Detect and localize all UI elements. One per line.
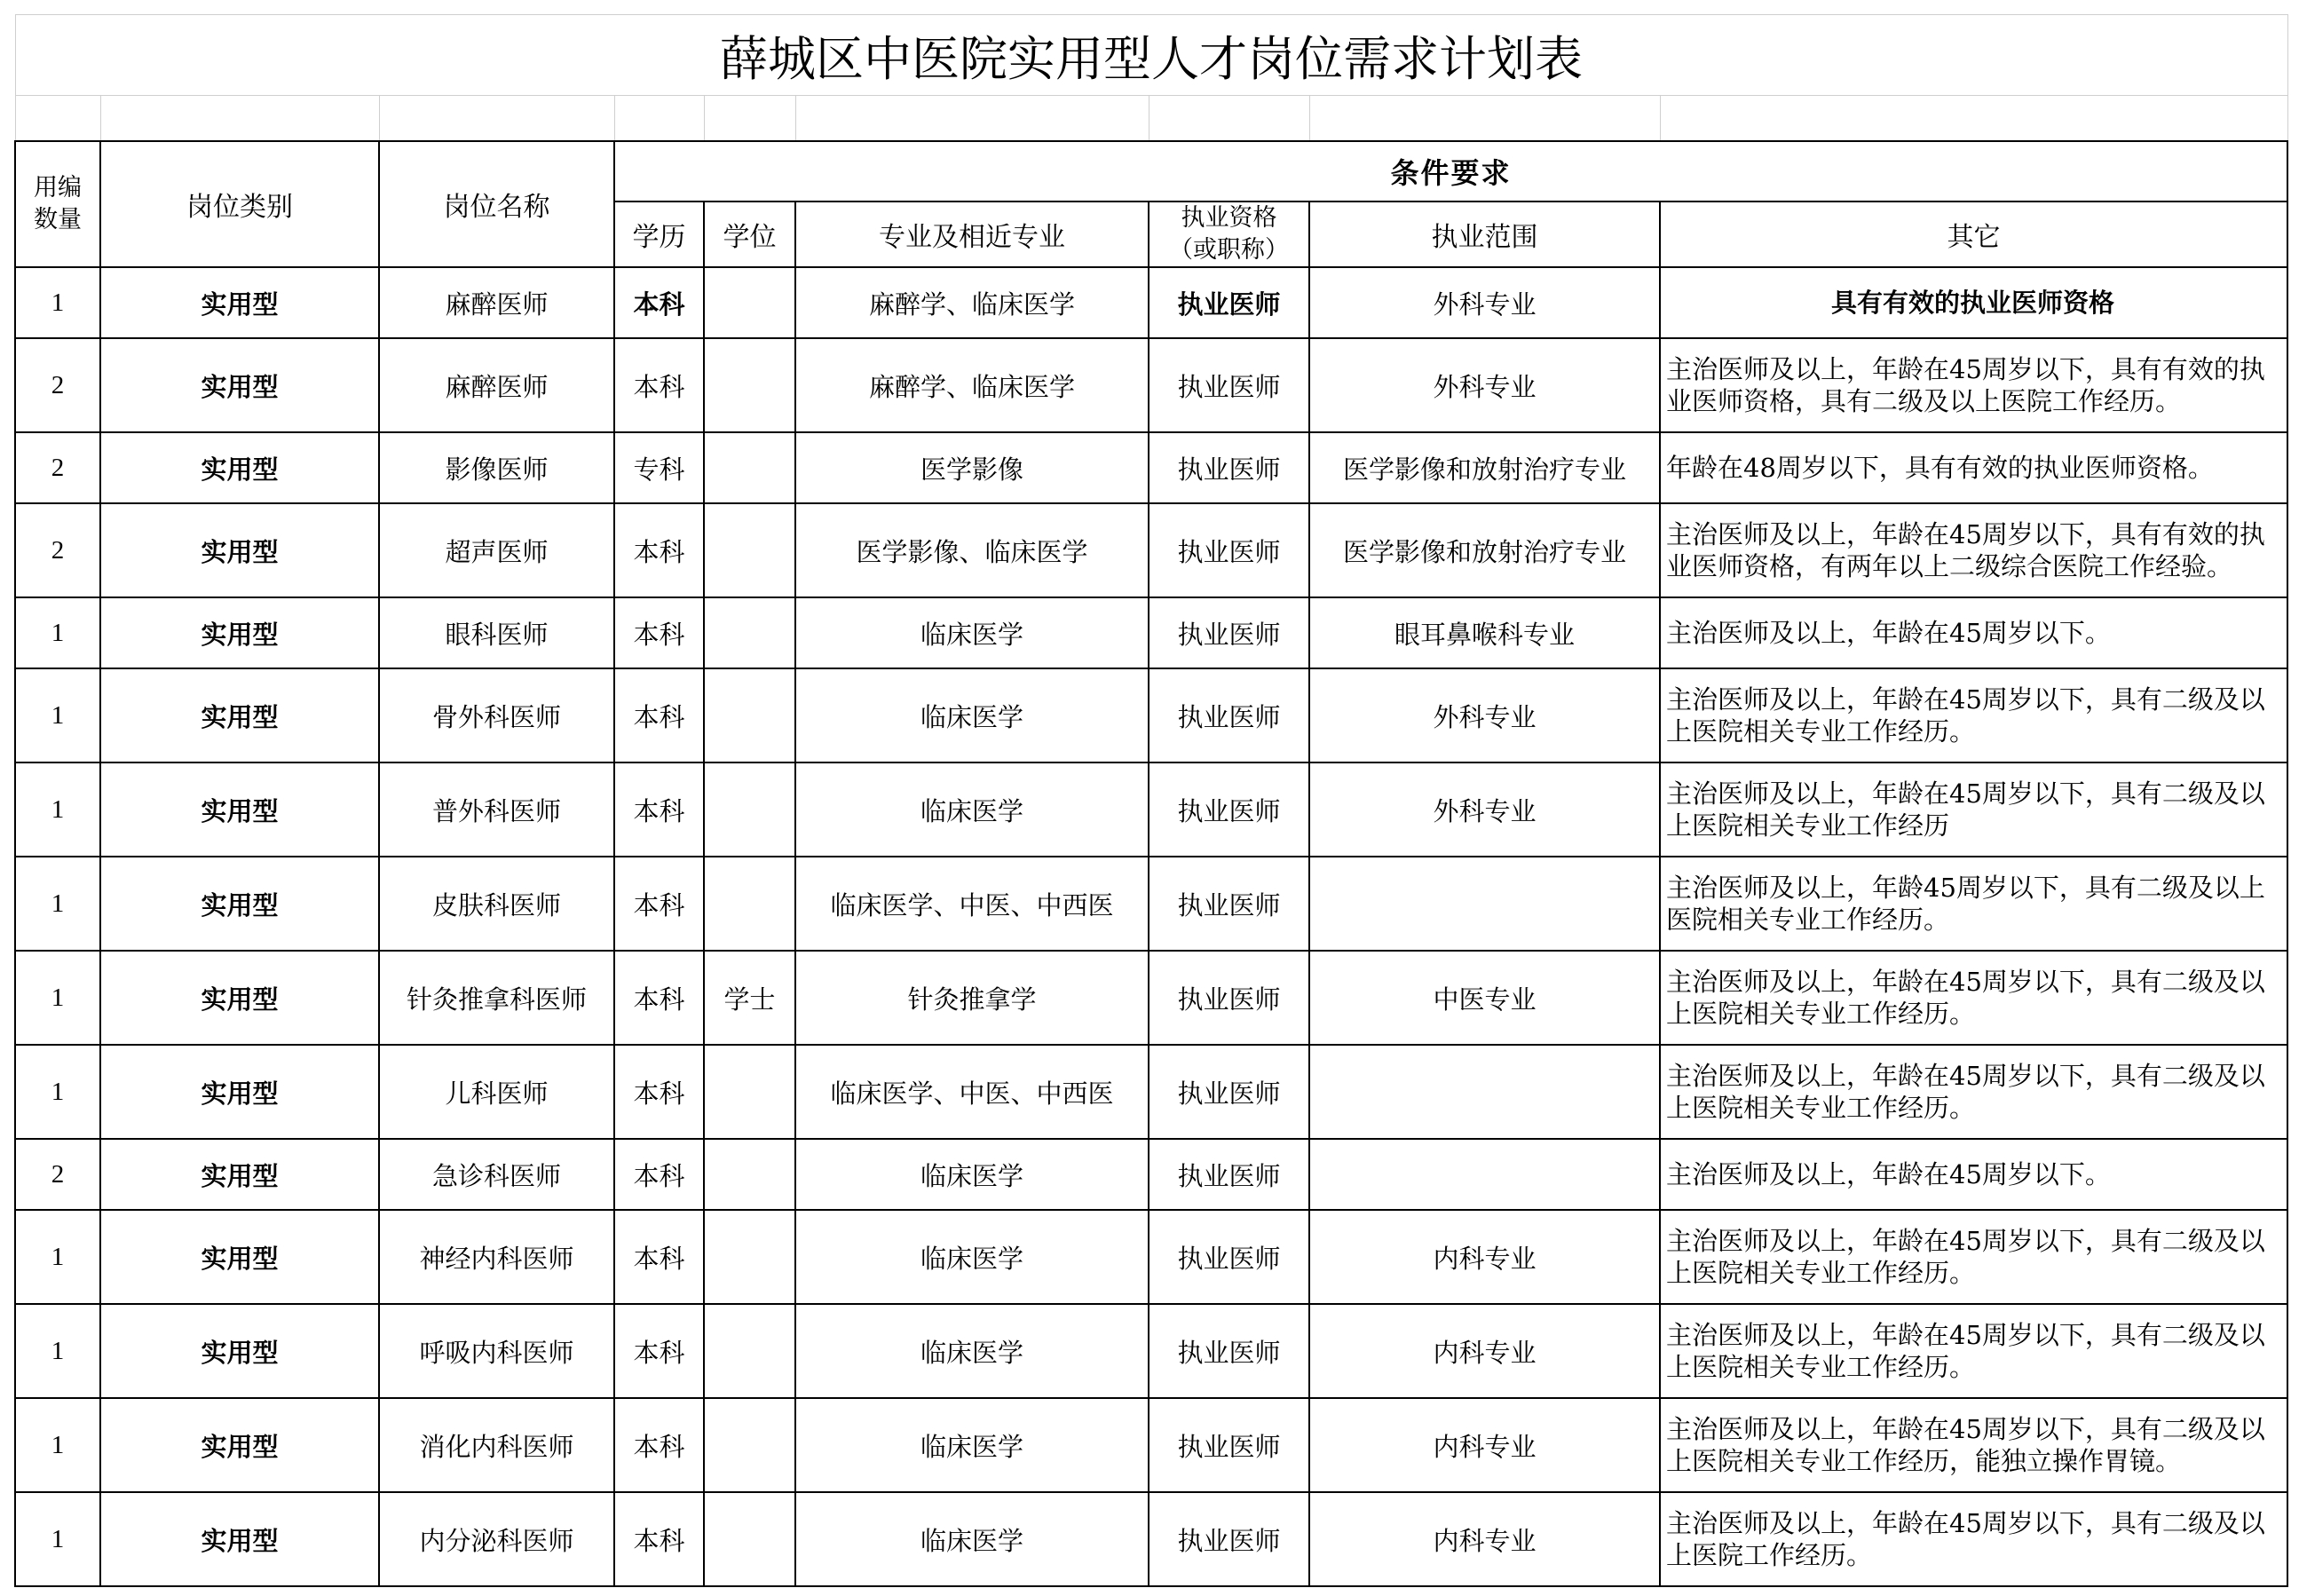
major-cell[interactable]: 临床医学 — [795, 1139, 1149, 1210]
qualification-cell[interactable]: 执业医师 — [1149, 857, 1309, 951]
scope-cell[interactable]: 眼耳鼻喉科专业 — [1309, 597, 1660, 668]
empty-cell[interactable] — [704, 96, 795, 142]
other-requirements-cell[interactable]: 主治医师及以上，年龄在45周岁以下，具有有效的执业医师资格，有两年以上二级综合医院工作经验。 — [1660, 503, 2287, 597]
qualification-cell[interactable]: 执业医师 — [1149, 1139, 1309, 1210]
category-cell[interactable]: 实用型 — [100, 1210, 379, 1304]
qualification-cell[interactable]: 执业医师 — [1149, 1492, 1309, 1586]
degree-cell[interactable] — [704, 1045, 795, 1139]
header-scope: 执业范围 — [1309, 201, 1660, 267]
education-cell[interactable]: 本科 — [614, 267, 704, 338]
count-cell[interactable]: 1 — [15, 1045, 100, 1139]
count-cell[interactable]: 1 — [15, 1398, 100, 1492]
qualification-cell[interactable]: 执业医师 — [1149, 338, 1309, 432]
table-row — [15, 432, 2287, 503]
header-count: 用编 数量 — [15, 141, 100, 267]
count-cell[interactable]: 1 — [15, 668, 100, 762]
qualification-cell[interactable]: 执业医师 — [1149, 951, 1309, 1045]
category-cell[interactable]: 实用型 — [100, 951, 379, 1045]
degree-cell[interactable] — [704, 1210, 795, 1304]
scope-cell[interactable]: 内科专业 — [1309, 1304, 1660, 1398]
degree-cell[interactable]: 学士 — [704, 951, 795, 1045]
position-cell[interactable]: 超声医师 — [379, 503, 614, 597]
scope-cell[interactable]: 医学影像和放射治疗专业 — [1309, 503, 1660, 597]
table-row — [15, 1210, 2287, 1304]
major-cell[interactable]: 麻醉学、临床医学 — [795, 267, 1149, 338]
other-requirements-cell[interactable]: 主治医师及以上，年龄在45周岁以下，具有二级及以上医院相关专业工作经历。 — [1660, 1210, 2287, 1304]
other-requirements-cell[interactable]: 主治医师及以上，年龄在45周岁以下，具有二级及以上医院相关专业工作经历。 — [1660, 668, 2287, 762]
category-cell[interactable]: 实用型 — [100, 1492, 379, 1586]
scope-cell[interactable]: 外科专业 — [1309, 267, 1660, 338]
degree-cell[interactable] — [704, 1492, 795, 1586]
qualification-cell[interactable]: 执业医师 — [1149, 503, 1309, 597]
qualification-cell[interactable]: 执业医师 — [1149, 432, 1309, 503]
other-requirements-cell[interactable]: 具有有效的执业医师资格 — [1660, 267, 2287, 338]
category-cell[interactable]: 实用型 — [100, 1045, 379, 1139]
education-cell[interactable]: 本科 — [614, 1492, 704, 1586]
other-requirements-cell[interactable]: 主治医师及以上，年龄45周岁以下，具有二级及以上医院相关专业工作经历。 — [1660, 857, 2287, 951]
empty-cell[interactable] — [100, 96, 379, 142]
page-title: 薛城区中医院实用型人才岗位需求计划表 — [15, 15, 2287, 96]
degree-cell[interactable] — [704, 597, 795, 668]
category-cell[interactable]: 实用型 — [100, 338, 379, 432]
scope-cell[interactable]: 外科专业 — [1309, 338, 1660, 432]
count-cell[interactable]: 1 — [15, 951, 100, 1045]
qualification-cell[interactable]: 执业医师 — [1149, 1398, 1309, 1492]
position-cell[interactable]: 麻醉医师 — [379, 267, 614, 338]
position-cell[interactable]: 呼吸内科医师 — [379, 1304, 614, 1398]
count-cell[interactable]: 1 — [15, 762, 100, 857]
major-cell[interactable]: 针灸推拿学 — [795, 951, 1149, 1045]
position-cell[interactable]: 影像医师 — [379, 432, 614, 503]
count-cell[interactable]: 1 — [15, 857, 100, 951]
header-other: 其它 — [1660, 201, 2287, 267]
header-qualification: 执业资格 （或职称） — [1149, 201, 1309, 267]
major-cell[interactable]: 临床医学、中医、中西医 — [795, 1045, 1149, 1139]
table-row — [15, 857, 2287, 951]
category-cell[interactable]: 实用型 — [100, 503, 379, 597]
table-row — [15, 951, 2287, 1045]
count-cell[interactable]: 1 — [15, 1492, 100, 1586]
table-row — [15, 597, 2287, 668]
header-position: 岗位名称 — [379, 141, 614, 267]
major-cell[interactable]: 临床医学 — [795, 668, 1149, 762]
major-cell[interactable]: 临床医学 — [795, 1398, 1149, 1492]
qualification-cell[interactable]: 执业医师 — [1149, 267, 1309, 338]
spreadsheet — [14, 14, 2287, 1587]
other-requirements-cell[interactable]: 年龄在48周岁以下，具有有效的执业医师资格。 — [1660, 432, 2287, 503]
degree-cell[interactable] — [704, 1304, 795, 1398]
other-requirements-cell[interactable]: 主治医师及以上，年龄在45周岁以下，具有二级及以上医院工作经历。 — [1660, 1492, 2287, 1586]
degree-cell[interactable] — [704, 338, 795, 432]
degree-cell[interactable] — [704, 1139, 795, 1210]
count-cell[interactable]: 1 — [15, 1304, 100, 1398]
education-cell[interactable]: 本科 — [614, 1139, 704, 1210]
education-cell[interactable]: 本科 — [614, 762, 704, 857]
education-cell[interactable]: 本科 — [614, 338, 704, 432]
count-cell[interactable]: 2 — [15, 503, 100, 597]
education-cell[interactable]: 本科 — [614, 857, 704, 951]
recruitment-table — [14, 14, 2288, 1587]
scope-cell[interactable]: 内科专业 — [1309, 1210, 1660, 1304]
scope-cell[interactable] — [1309, 1045, 1660, 1139]
table-row — [15, 1398, 2287, 1492]
category-cell[interactable]: 实用型 — [100, 1139, 379, 1210]
degree-cell[interactable] — [704, 432, 795, 503]
other-requirements-cell[interactable]: 主治医师及以上，年龄在45周岁以下，具有二级及以上医院相关专业工作经历。 — [1660, 951, 2287, 1045]
other-requirements-cell[interactable]: 主治医师及以上，年龄在45周岁以下，具有二级及以上医院相关专业工作经历。 — [1660, 1045, 2287, 1139]
position-cell[interactable]: 急诊科医师 — [379, 1139, 614, 1210]
major-cell[interactable]: 临床医学 — [795, 1304, 1149, 1398]
degree-cell[interactable] — [704, 503, 795, 597]
other-requirements-cell[interactable]: 主治医师及以上，年龄在45周岁以下，具有二级及以上医院相关专业工作经历。 — [1660, 1304, 2287, 1398]
major-cell[interactable]: 临床医学 — [795, 762, 1149, 857]
major-cell[interactable]: 医学影像 — [795, 432, 1149, 503]
education-cell[interactable]: 本科 — [614, 1304, 704, 1398]
education-cell[interactable]: 本科 — [614, 503, 704, 597]
education-cell[interactable]: 本科 — [614, 597, 704, 668]
other-requirements-cell[interactable]: 主治医师及以上，年龄在45周岁以下，具有二级及以上医院相关专业工作经历，能独立操作胃镜。 — [1660, 1398, 2287, 1492]
empty-cell[interactable] — [1309, 96, 1660, 142]
table-row — [15, 1304, 2287, 1398]
header-category: 岗位类别 — [100, 141, 379, 267]
position-cell[interactable]: 儿科医师 — [379, 1045, 614, 1139]
education-cell[interactable]: 本科 — [614, 1398, 704, 1492]
major-cell[interactable]: 麻醉学、临床医学 — [795, 338, 1149, 432]
position-cell[interactable]: 普外科医师 — [379, 762, 614, 857]
scope-cell[interactable]: 外科专业 — [1309, 668, 1660, 762]
other-requirements-cell[interactable]: 主治医师及以上，年龄在45周岁以下，具有二级及以上医院相关专业工作经历 — [1660, 762, 2287, 857]
position-cell[interactable]: 骨外科医师 — [379, 668, 614, 762]
major-cell[interactable]: 临床医学 — [795, 1210, 1149, 1304]
education-cell[interactable]: 本科 — [614, 1045, 704, 1139]
header-major: 专业及相近专业 — [795, 201, 1149, 267]
table-row — [15, 338, 2287, 432]
count-cell[interactable]: 2 — [15, 1139, 100, 1210]
category-cell[interactable]: 实用型 — [100, 762, 379, 857]
header-education: 学历 — [614, 201, 704, 267]
scope-cell[interactable] — [1309, 857, 1660, 951]
education-cell[interactable]: 本科 — [614, 1210, 704, 1304]
position-cell[interactable]: 消化内科医师 — [379, 1398, 614, 1492]
count-cell[interactable]: 1 — [15, 1210, 100, 1304]
empty-row — [15, 96, 2287, 142]
scope-cell[interactable]: 外科专业 — [1309, 762, 1660, 857]
count-cell[interactable]: 2 — [15, 432, 100, 503]
qualification-cell[interactable]: 执业医师 — [1149, 762, 1309, 857]
category-cell[interactable]: 实用型 — [100, 1304, 379, 1398]
empty-cell[interactable] — [614, 96, 704, 142]
degree-cell[interactable] — [704, 267, 795, 338]
qualification-cell[interactable]: 执业医师 — [1149, 597, 1309, 668]
category-cell[interactable]: 实用型 — [100, 432, 379, 503]
major-cell[interactable]: 临床医学 — [795, 597, 1149, 668]
degree-cell[interactable] — [704, 857, 795, 951]
position-cell[interactable]: 神经内科医师 — [379, 1210, 614, 1304]
header-conditions: 条件要求 — [614, 141, 2287, 201]
degree-cell[interactable] — [704, 668, 795, 762]
table-row — [15, 267, 2287, 338]
table-row — [15, 503, 2287, 597]
category-cell[interactable]: 实用型 — [100, 1398, 379, 1492]
category-cell[interactable]: 实用型 — [100, 267, 379, 338]
table-row — [15, 1492, 2287, 1586]
major-cell[interactable]: 临床医学、中医、中西医 — [795, 857, 1149, 951]
degree-cell[interactable] — [704, 762, 795, 857]
table-row — [15, 1139, 2287, 1210]
scope-cell[interactable]: 内科专业 — [1309, 1398, 1660, 1492]
position-cell[interactable]: 内分泌科医师 — [379, 1492, 614, 1586]
education-cell[interactable]: 专科 — [614, 432, 704, 503]
position-cell[interactable]: 皮肤科医师 — [379, 857, 614, 951]
qualification-cell[interactable]: 执业医师 — [1149, 668, 1309, 762]
position-cell[interactable]: 眼科医师 — [379, 597, 614, 668]
education-cell[interactable]: 本科 — [614, 668, 704, 762]
position-cell[interactable]: 麻醉医师 — [379, 338, 614, 432]
category-cell[interactable]: 实用型 — [100, 668, 379, 762]
table-row — [15, 762, 2287, 857]
category-cell[interactable]: 实用型 — [100, 597, 379, 668]
empty-cell[interactable] — [15, 96, 100, 142]
header-degree: 学位 — [704, 201, 795, 267]
qualification-cell[interactable]: 执业医师 — [1149, 1304, 1309, 1398]
empty-cell[interactable] — [795, 96, 1149, 142]
other-requirements-cell[interactable]: 主治医师及以上，年龄在45周岁以下，具有有效的执业医师资格，具有二级及以上医院工作经历。 — [1660, 338, 2287, 432]
count-cell[interactable]: 2 — [15, 338, 100, 432]
category-cell[interactable]: 实用型 — [100, 857, 379, 951]
count-cell[interactable]: 1 — [15, 597, 100, 668]
education-cell[interactable]: 本科 — [614, 951, 704, 1045]
scope-cell[interactable]: 中医专业 — [1309, 951, 1660, 1045]
table-row — [15, 668, 2287, 762]
other-requirements-cell[interactable]: 主治医师及以上，年龄在45周岁以下。 — [1660, 597, 2287, 668]
major-cell[interactable]: 临床医学 — [795, 1492, 1149, 1586]
scope-cell[interactable]: 医学影像和放射治疗专业 — [1309, 432, 1660, 503]
scope-cell[interactable] — [1309, 1139, 1660, 1210]
qualification-cell[interactable]: 执业医师 — [1149, 1045, 1309, 1139]
position-cell[interactable]: 针灸推拿科医师 — [379, 951, 614, 1045]
empty-cell[interactable] — [1660, 96, 2287, 142]
count-cell[interactable]: 1 — [15, 267, 100, 338]
table-row — [15, 1045, 2287, 1139]
qualification-cell[interactable]: 执业医师 — [1149, 1210, 1309, 1304]
major-cell[interactable]: 医学影像、临床医学 — [795, 503, 1149, 597]
empty-cell[interactable] — [379, 96, 614, 142]
degree-cell[interactable] — [704, 1398, 795, 1492]
scope-cell[interactable]: 内科专业 — [1309, 1492, 1660, 1586]
empty-cell[interactable] — [1149, 96, 1309, 142]
other-requirements-cell[interactable]: 主治医师及以上，年龄在45周岁以下。 — [1660, 1139, 2287, 1210]
